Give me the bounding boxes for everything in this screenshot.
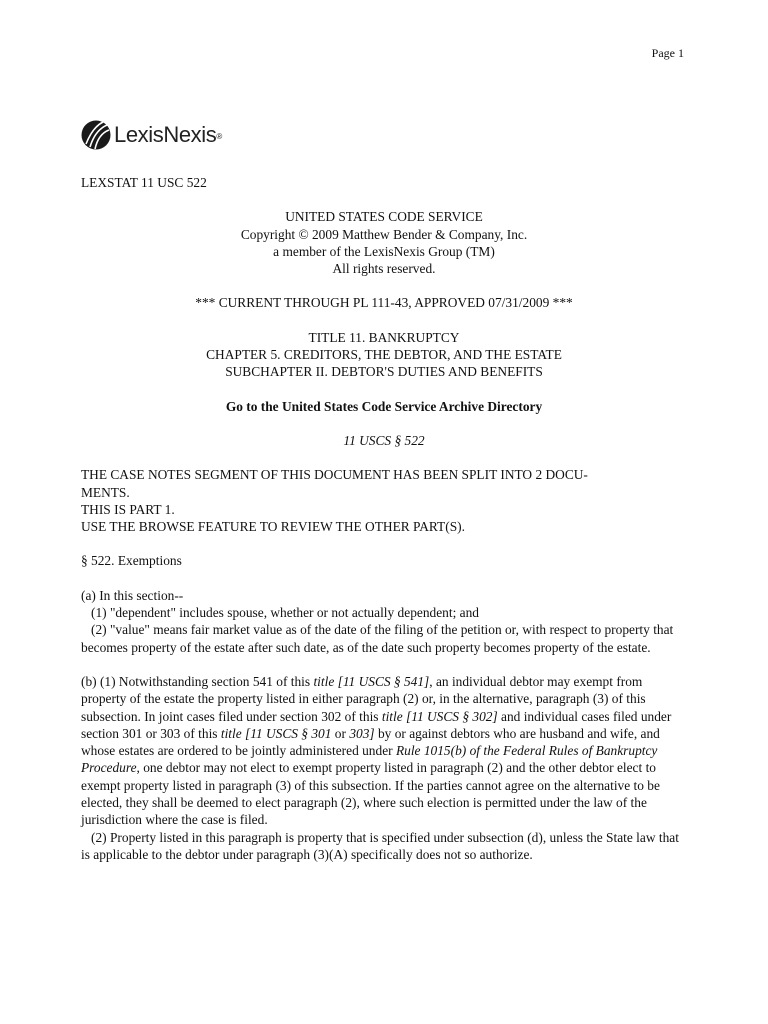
chapter-line: CHAPTER 5. CREDITORS, THE DEBTOR, AND THE ESTATE bbox=[206, 347, 562, 363]
member-line: a member of the LexisNexis Group (TM) bbox=[273, 243, 495, 259]
lexisnexis-globe-icon bbox=[81, 120, 111, 150]
statute-reference-link[interactable]: title [11 USCS § 301 bbox=[220, 725, 332, 741]
page-number: Page 1 bbox=[651, 46, 684, 60]
subsection-a-intro: (a) In this section-- bbox=[81, 587, 184, 603]
logo-name: LexisNexis bbox=[114, 122, 217, 148]
case-notes-notice bbox=[81, 466, 687, 535]
statute-reference-link[interactable]: title [11 USCS § 541] bbox=[313, 673, 430, 689]
case-notes-line: THIS IS PART 1. bbox=[81, 501, 175, 517]
copyright-line: Copyright © 2009 Matthew Bender & Company, Inc. bbox=[240, 226, 528, 242]
subsection-a-paragraph-1: (1) "dependent" includes spouse, whether or not actually dependent; and bbox=[91, 605, 479, 621]
rights-line: All rights reserved. bbox=[332, 261, 436, 277]
service-name: UNITED STATES CODE SERVICE bbox=[285, 209, 483, 225]
currency-note: *** CURRENT THROUGH PL 111-43, APPROVED 07/31/2009 *** bbox=[195, 295, 573, 311]
subsection-b-paragraph-1: (b) (1) Notwithstanding section 541 of this title [11 USCS § 541], an individual debtor may exempt from property of the estate the property listed in either paragraph (2) or, in the alternative, paragraph (3) of this subsection. In joint cases filed under section 302 of this title [11 USCS § 302] and individual cases filed under section 301 or 303 of this title [11 USCS § 301 or 303] by or against debtors who are husband and wife, and whose estates are ordered to be jointly administered under Rule 1015(b) of the Federal Rules of Bankruptcy Procedure, one debtor may not elect to exempt property listed in paragraph (2) and the other debtor elect to exempt property listed in paragraph (3) of this subsection. If the parties cannot agree on the alternative to be elected, they shall be deemed to elect paragraph (2), where such election is permitted under the law of the jurisdiction where the case is filed. bbox=[81, 673, 672, 828]
lexstat-citation: LEXSTAT 11 USC 522 bbox=[81, 175, 207, 190]
logo-registered-mark: ® bbox=[216, 132, 222, 142]
service-header bbox=[81, 208, 687, 277]
lexisnexis-logo bbox=[81, 120, 222, 150]
title-line: TITLE 11. BANKRUPTCY bbox=[308, 329, 460, 345]
logo-wordmark bbox=[114, 122, 222, 148]
statute-reference-link[interactable]: title [11 USCS § 302] bbox=[381, 708, 498, 724]
uscs-citation: 11 USCS § 522 bbox=[343, 432, 425, 448]
section-heading: § 522. Exemptions bbox=[81, 553, 182, 569]
archive-directory-link[interactable]: Go to the United States Code Service Archive Directory bbox=[225, 398, 543, 414]
case-notes-line: MENTS. bbox=[81, 484, 130, 500]
subchapter-line: SUBCHAPTER II. DEBTOR'S DUTIES AND BENEFITS bbox=[225, 364, 543, 380]
case-notes-line: THE CASE NOTES SEGMENT OF THIS DOCUMENT HAS BEEN SPLIT INTO 2 DOCU- bbox=[81, 467, 588, 483]
statute-reference-link[interactable]: 303] bbox=[349, 725, 375, 741]
subsection-b bbox=[81, 673, 687, 863]
subsection-b-paragraph-2: (2) Property listed in this paragraph is property that is specified under subsection (d), unless the State law that is applicable to the debtor under paragraph (3)(A) specifically does not so authorize. bbox=[81, 829, 679, 862]
document-body bbox=[81, 174, 687, 863]
case-notes-line: USE THE BROWSE FEATURE TO REVIEW THE OTHER PART(S). bbox=[81, 519, 465, 535]
subsection-a bbox=[81, 587, 687, 656]
title-hierarchy bbox=[81, 329, 687, 381]
subsection-a-paragraph-2: (2) "value" means fair market value as of the date of the filing of the petition or, with respect to property that becomes property of the estate after such date, as of the date such property becomes property of the estate. bbox=[81, 622, 674, 655]
rule-reference-link[interactable]: Rule 1015(b) of the Federal Rules of Bankruptcy Procedure bbox=[81, 743, 658, 776]
